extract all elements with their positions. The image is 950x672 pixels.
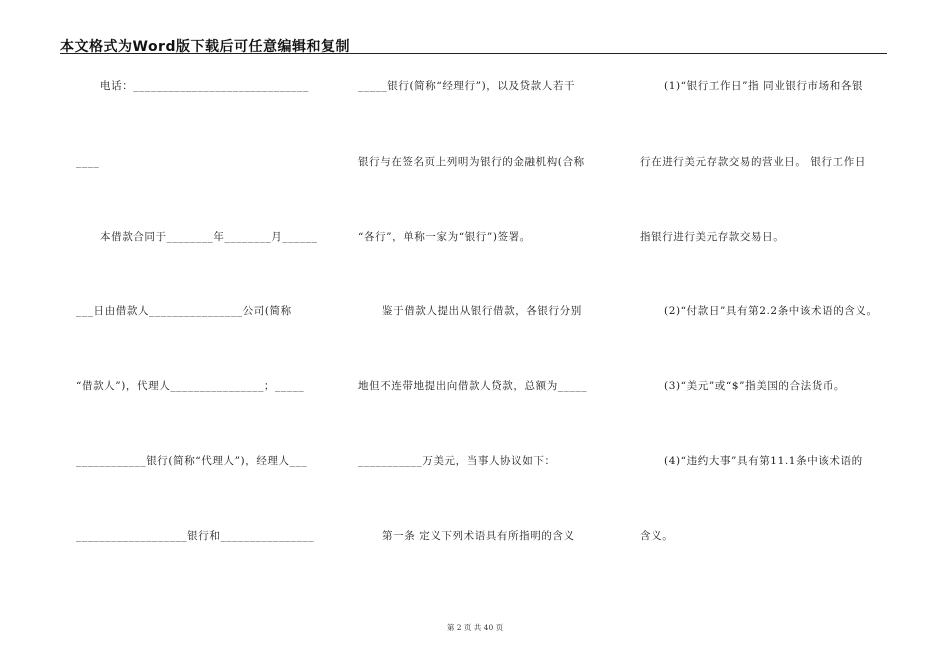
- text-line: (4)“违约大事”具有第11.1条中该术语的: [664, 455, 863, 467]
- text-line: 银行与在签名页上列明为银行的金融机构(合称: [358, 156, 585, 168]
- text-line: (2)“付款日”具有第2.2条中该术语的含义。: [664, 305, 878, 317]
- text-line: ___________万美元，当事人协议如下：: [358, 455, 556, 467]
- text-line: _____银行(简称“经理行”)，以及贷款人若干: [358, 80, 576, 92]
- document-header-title: 本文格式为Word版下载后可任意编辑和复制: [60, 39, 350, 55]
- text-line: “各行”，单称一家为“银行”)签署。: [358, 231, 531, 243]
- text-line: 地但不连带地提出向借款人贷款，总额为_____: [358, 380, 588, 392]
- text-line: ____: [76, 156, 100, 168]
- text-line: 行在进行美元存款交易的营业日。 银行工作日: [640, 156, 866, 168]
- text-line: 第一条 定义下列术语具有所指明的含义: [382, 530, 575, 542]
- text-line: 鉴于借款人提出从银行借款，各银行分别: [382, 305, 582, 317]
- text-line: 本借款合同于________年________月______: [100, 231, 318, 243]
- header-divider: [60, 53, 887, 54]
- text-line: ____________银行(简称“代理人”)，经理人___: [76, 455, 308, 467]
- text-line: 电话：______________________________: [100, 80, 309, 92]
- text-line: 指银行进行美元存款交易日。: [640, 231, 785, 243]
- text-line: 含义。: [640, 530, 674, 542]
- text-line: ___日由借款人________________公司(简称: [76, 305, 292, 317]
- text-line: (1)“银行工作日”指 同业银行市场和各银: [664, 80, 864, 92]
- page-number-footer: 第 2 页 共 40 页: [446, 623, 504, 632]
- text-line: “借款人”)，代理人________________；_____: [76, 380, 305, 392]
- text-line: ___________________银行和________________: [76, 530, 315, 542]
- text-line: (3)“美元”或“$”指美国的合法货币。: [664, 380, 846, 392]
